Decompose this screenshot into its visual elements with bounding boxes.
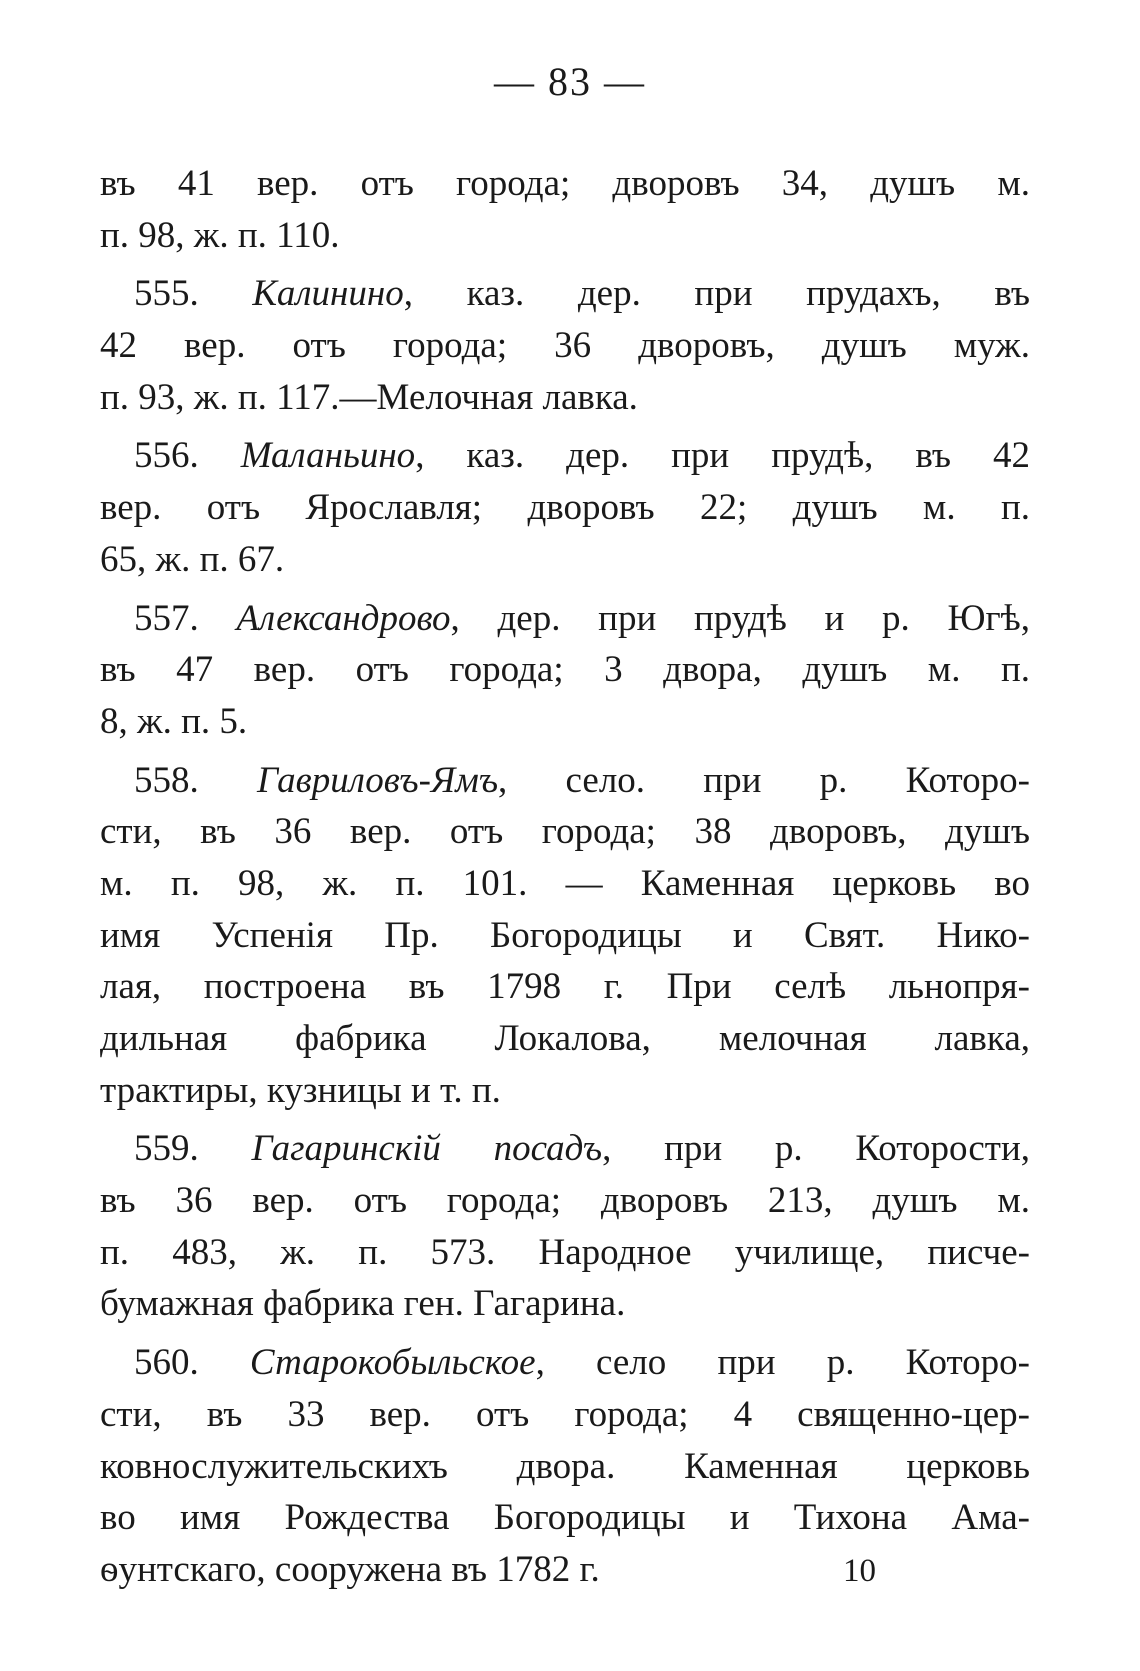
line-text: трактиры, кузницы и т. п. <box>100 1069 501 1111</box>
line-text: 556. <box>134 435 241 477</box>
text-line <box>100 1227 1030 1279</box>
line-text: 42 вер. отъ города; 36 дворовъ, душъ муж. <box>100 325 1030 367</box>
line-text: 559. <box>134 1128 252 1170</box>
text-line <box>100 1544 1030 1596</box>
line-text: , дер. при прудѣ и р. Югѣ, <box>450 597 1030 639</box>
line-text: , село. при р. Которо- <box>498 759 1031 801</box>
line-text: м. п. 98, ж. п. 101. — Каменная церковь во <box>100 862 1030 904</box>
line-text: имя Успенія Пр. Богородицы и Свят. Нико- <box>100 914 1030 956</box>
line-text: п. 93, ж. п. 117.—Мелочная лавка. <box>100 376 638 418</box>
line-text: ѳунтскаго, сооружена въ 1782 г. <box>100 1548 600 1590</box>
line-text: п. 483, ж. п. 573. Народное училище, писче- <box>100 1231 1030 1273</box>
place-name: Гагаринскій посадъ <box>251 1128 603 1170</box>
line-text: въ 36 вер. отъ города; дворовъ 213, душъ м. <box>100 1180 1030 1222</box>
line-text: бумажная фабрика ген. Гагарина. <box>100 1283 626 1325</box>
text-line <box>100 755 1030 807</box>
text-line <box>100 1123 1030 1175</box>
text-line <box>100 158 1030 210</box>
text-line <box>100 1175 1030 1227</box>
text-line <box>100 644 1030 696</box>
line-text: дильная фабрика Локалова, мелочная лавка, <box>100 1018 1030 1059</box>
text-line <box>100 1065 1030 1117</box>
text-line <box>100 696 1030 748</box>
line-text: 558. <box>134 759 258 801</box>
text-line <box>100 210 1030 262</box>
text-line <box>100 268 1030 320</box>
place-name: Маланьино <box>240 435 416 477</box>
printer-signature-mark: 10 <box>843 1553 876 1589</box>
text-line <box>100 806 1030 858</box>
line-text: 557. <box>134 597 237 639</box>
line-text: сти, въ 36 вер. отъ города; 38 дворовъ, душъ <box>100 811 1030 853</box>
place-name: Старокобыльское <box>249 1342 536 1384</box>
text-line <box>100 1492 1030 1544</box>
text-line <box>100 320 1030 372</box>
place-name: Александрово <box>236 597 451 639</box>
line-text: п. 98, ж. п. 110. <box>100 214 340 256</box>
text-line <box>100 593 1030 645</box>
text-line <box>100 430 1030 482</box>
text-line <box>100 858 1030 910</box>
place-name: Гавриловъ-Ямъ <box>257 759 499 801</box>
line-text: 555. <box>134 273 253 315</box>
line-text: , при р. Которости, <box>602 1128 1031 1170</box>
text-line <box>100 534 1030 586</box>
text-line <box>100 1389 1030 1441</box>
text-line <box>100 1337 1030 1389</box>
line-text: 65, ж. п. 67. <box>100 538 285 580</box>
body-text <box>100 158 1030 1596</box>
line-text: въ 41 вер. отъ города; дворовъ 34, душъ м. <box>100 163 1030 204</box>
text-line <box>100 1441 1030 1493</box>
line-text: сти, въ 33 вер. отъ города; 4 священно-цер- <box>100 1393 1030 1435</box>
text-line <box>100 482 1030 534</box>
line-text: 8, ж. п. 5. <box>100 700 248 742</box>
text-line <box>100 961 1030 1013</box>
text-line <box>100 1278 1030 1330</box>
place-name: Калинино <box>252 273 404 315</box>
line-text: во имя Рождества Богородицы и Тихона Ама- <box>100 1497 1030 1539</box>
line-text: 560. <box>134 1342 250 1384</box>
text-line <box>100 910 1030 962</box>
line-text: , каз. дер. при прудѣ, въ 42 <box>415 435 1031 477</box>
line-text: въ 47 вер. отъ города; 3 двора, душъ м. п. <box>100 649 1030 691</box>
text-line <box>100 372 1030 424</box>
line-text: вер. отъ Ярославля; дворовъ 22; душъ м. п. <box>100 487 1030 529</box>
line-text: ковнослужительскихъ двора. Каменная церковь <box>100 1445 1030 1487</box>
line-text: лая, построена въ 1798 г. При селѣ льнопря- <box>100 966 1030 1008</box>
line-text: , каз. дер. при прудахъ, въ <box>403 273 1031 315</box>
page-number: — 83 — <box>494 59 646 104</box>
text-line <box>100 1013 1030 1065</box>
line-text: , село при р. Которо- <box>535 1342 1030 1384</box>
